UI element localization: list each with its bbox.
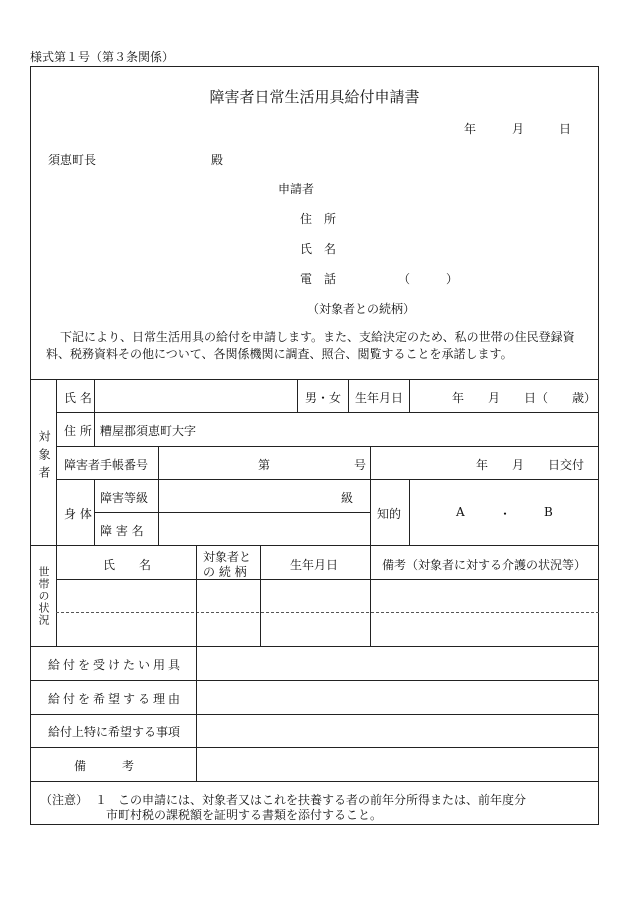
note-label: （注意）	[40, 793, 89, 807]
divider	[409, 379, 410, 412]
divider	[297, 379, 298, 412]
applicant-phone-label[interactable]: 電 話	[300, 272, 337, 286]
special-requests-field[interactable]	[197, 715, 598, 746]
divider	[30, 545, 599, 546]
household-name-header: 氏 名	[103, 558, 152, 572]
disability-grade-field[interactable]: 級	[341, 491, 354, 505]
divider	[370, 446, 371, 545]
physical-label: 身 体	[64, 507, 92, 521]
disability-name-label: 障 害 名	[100, 524, 144, 538]
household-remarks-header: 備考（対象者に対する介護の状況等）	[382, 558, 587, 572]
applicant-relation-label[interactable]: （対象者との続柄）	[307, 302, 416, 316]
subject-address-field[interactable]: 糟屋郡須恵町大字	[100, 424, 197, 438]
gender-select[interactable]: 男・女	[305, 391, 342, 405]
divider	[409, 479, 410, 545]
intellectual-grade-separator: ・	[499, 507, 512, 521]
handbook-label: 障害者手帳番号	[64, 458, 149, 472]
household-relation-header-2: の 続 柄	[203, 565, 247, 579]
note-number: １	[95, 793, 108, 807]
date-day: 日	[559, 122, 572, 136]
disability-name-field[interactable]	[159, 513, 369, 544]
handbook-issued-field[interactable]: 年 月 日交付	[476, 458, 585, 472]
intellectual-label: 知的	[377, 507, 402, 521]
intellectual-grade-b[interactable]: B	[544, 505, 553, 519]
special-requests-label: 給付上特に希望する事項	[48, 725, 181, 739]
note-line-2: 市町村税の課税額を証明する書類を添付すること。	[106, 808, 383, 822]
subject-birth-field[interactable]: 年 月 日（ 歳）	[452, 391, 597, 405]
divider	[158, 446, 159, 479]
household-relation-header-1: 対象者と	[203, 550, 252, 564]
divider	[56, 446, 599, 447]
applicant-heading: 申請者	[278, 182, 315, 196]
date-year: 年	[464, 122, 477, 136]
subject-address-label: 住 所	[64, 424, 92, 438]
household-row[interactable]	[57, 613, 598, 645]
subject-side-label: 対象者	[37, 430, 51, 484]
consent-statement: 下記により、日常生活用具の給付を申請します。また、支給決定のため、私の世帯の住民登録資料、税務資料その他について、各関係機関に調査、照合、閲覧することを承諾します。	[46, 330, 575, 361]
form-title: 障害者日常生活用具給付申請書	[209, 88, 420, 106]
disability-grade-label: 障害等級	[100, 491, 149, 505]
reason-field[interactable]	[197, 681, 598, 713]
reason-label: 給付を希望する理由	[48, 692, 184, 706]
equipment-field[interactable]	[197, 647, 598, 679]
subject-name-label: 氏 名	[64, 391, 92, 405]
equipment-label: 給付を受けたい用具	[48, 658, 184, 672]
divider	[56, 412, 599, 413]
form-number: 様式第１号（第３条関係）	[30, 50, 175, 64]
divider	[56, 479, 599, 480]
handbook-number-field[interactable]: 第 号	[258, 458, 367, 472]
remarks-field[interactable]	[197, 748, 598, 780]
note-line-1: この申請には、対象者又はこれを扶養する者の前年分所得または、前年度分	[118, 793, 527, 807]
addressee-honorific: 殿	[211, 153, 224, 167]
household-birth-header: 生年月日	[290, 558, 339, 572]
household-row[interactable]	[57, 580, 598, 611]
household-side-label: 世帯の状況	[37, 566, 50, 626]
divider	[348, 379, 349, 412]
intellectual-grade-a[interactable]: A	[456, 505, 465, 519]
divider	[94, 479, 95, 545]
divider	[30, 781, 599, 782]
applicant-name-label[interactable]: 氏 名	[300, 242, 337, 256]
subject-name-field[interactable]	[95, 380, 296, 411]
subject-birth-label: 生年月日	[355, 391, 404, 405]
applicant-address-label[interactable]: 住 所	[300, 212, 337, 226]
date-month: 月	[512, 122, 525, 136]
addressee-name: 須恵町長	[48, 153, 97, 167]
applicant-phone-paren: （ ）	[398, 272, 459, 286]
remarks-label: 備 考	[74, 759, 135, 773]
